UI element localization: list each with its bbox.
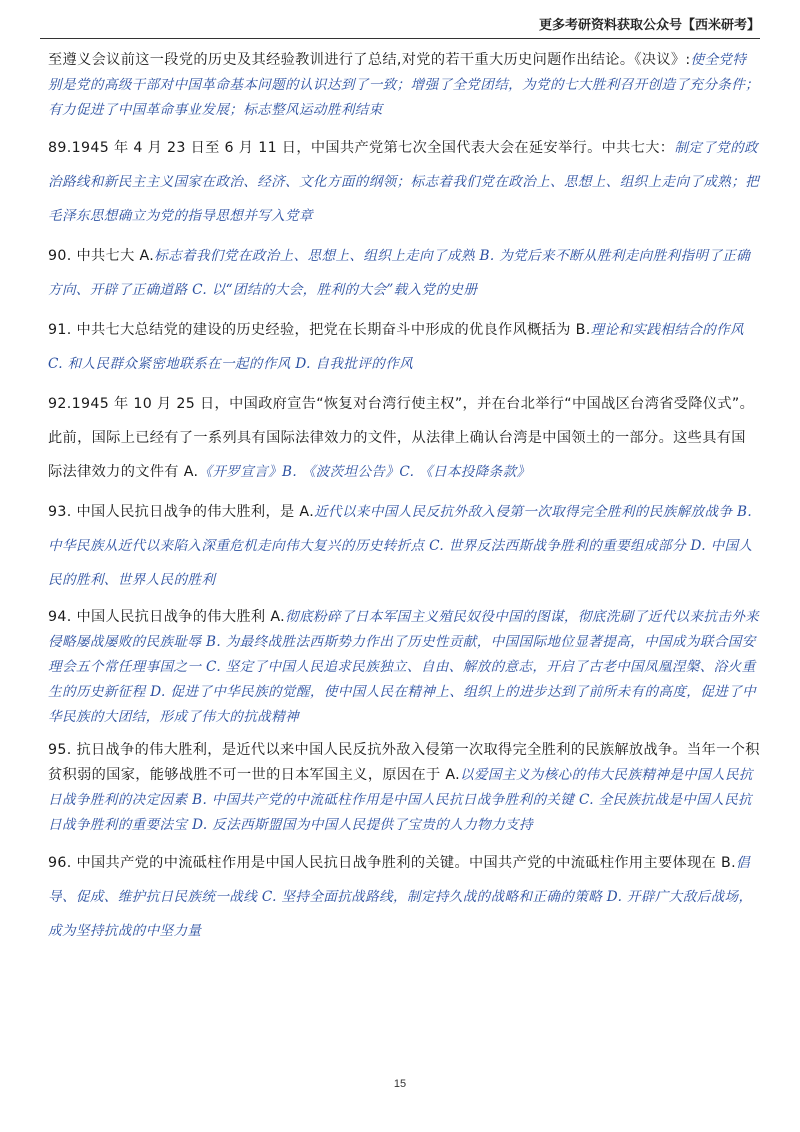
- answer-text: 制定了党的政治路线和新民主主义国家在政治、经济、文化方面的纲领；标志着我们党在政治上、思想上、组织上走向了成熟；把毛泽东思想确立为党的指导思想并写入党章: [48, 140, 760, 224]
- answer-text: 近代以来中国人民反抗外敌入侵第一次取得完全胜利的民族解放战争 B. 中华民族从近代以来陷入深重危机走向伟大复兴的历史转折点 C. 世界反法西斯战争胜利的重要组成部分 D. 中国人民的胜利、世界人民的胜利: [48, 504, 753, 588]
- paragraph-q92: [48, 387, 760, 489]
- question-text: 93. 中国人民抗日战争的伟大胜利，是 A.: [48, 504, 315, 520]
- header-text: 更多考研资料获取公众号【西米研考】: [538, 18, 760, 33]
- question-text: 92.1945 年 10 月 25 日，中国政府宣告“恢复对台湾行使主权”，并在台北举行“中国战区台湾省受降仪式”。此前，国际上已经有了一系列具有国际法律效力的文件，从法律上确认台湾是中国领土的一部分。这些具有国际法律效力的文件有 A.: [48, 396, 755, 480]
- paragraph-q93: [48, 495, 760, 597]
- answer-text: 使全党特别是党的高级干部对中国革命基本问题的认识达到了一致；增强了全党团结，为党的七大胜利召开创造了充分条件；有力促进了中国革命事业发展；标志整风运动胜利结束: [48, 52, 760, 118]
- answer-text: 以爱国主义为核心的伟大民族精神是中国人民抗日战争胜利的决定因素 B. 中国共产党的中流砥柱作用是中国人民抗日战争胜利的关键 C. 全民族抗战是中国人民抗日战争胜利的重要法宝 D. 反法西斯盟国为中国人民提供了宝贵的人力物力支持: [48, 767, 753, 833]
- question-text: 91. 中共七大总结党的建设的历史经验，把党在长期奋斗中形成的优良作风概括为 B.: [48, 322, 591, 338]
- paragraph-q89: [48, 131, 760, 233]
- question-text: 至遵义会议前这一段党的历史及其经验教训进行了总结,对党的若干重大历史问题作出结论。《决议》:: [48, 52, 691, 68]
- answer-text: 彻底粉碎了日本军国主义殖民奴役中国的图谋，彻底洗刷了近代以来抗击外来侵略屡战屡败的民族耻辱 B. 为最终战胜法西斯势力作出了历史性贡献，中国国际地位显著提高，中国成为联合国安理会五个常任理事国之一 C. 坚定了中国人民追求民族独立、自由、解放的意志，开启了古老中国凤凰涅槃、浴火重生的历史新征程 D. 促进了中华民族的觉醒，使中国人民在精神上、组织上的进步达到了前所未有的高度，促进了中华民族的大团结，形成了伟大的抗战精神: [48, 609, 760, 725]
- document-body: [48, 48, 760, 948]
- paragraph-q90: [48, 239, 760, 307]
- answer-text: 倡导、促成、维护抗日民族统一战线 C. 坚持全面抗战路线，制定持久战的战略和正确的策略 D. 开辟广大敌后战场，成为坚持抗战的中坚力量: [48, 855, 753, 939]
- answer-text: 理论和实践相结合的作风 C. 和人民群众紧密地联系在一起的作风 D. 自我批评的作风: [48, 322, 744, 372]
- page-number: 15: [393, 1078, 407, 1090]
- answer-text: 标志着我们党在政治上、思想上、组织上走向了成熟 B. 为党后来不断从胜利走向胜利指明了正确方向、开辟了正确道路 C. 以“团结的大会，胜利的大会”载入党的史册: [48, 248, 751, 298]
- question-text: 90. 中共七大 A.: [48, 248, 155, 264]
- question-text: 95. 抗日战争的伟大胜利，是近代以来中国人民反抗外敌入侵第一次取得完全胜利的民族解放战争。当年一个积贫积弱的国家，能够战胜不可一世的日本军国主义，原因在于 A.: [48, 742, 760, 783]
- paragraph-q96: [48, 846, 760, 948]
- paragraph-zunyi-resolution: [48, 48, 760, 123]
- paragraph-q95: [48, 738, 760, 838]
- paragraph-q94: [48, 605, 760, 730]
- question-text: 96. 中国共产党的中流砥柱作用是中国人民抗日战争胜利的关键。中国共产党的中流砥柱作用主要体现在 B.: [48, 855, 736, 871]
- header-divider: [40, 38, 760, 39]
- answer-text: 《开罗宣言》B. 《波茨坦公告》C. 《日本投降条款》: [198, 464, 531, 480]
- question-text: 89.1945 年 4 月 23 日至 6 月 11 日，中国共产党第七次全国代表大会在延安举行。中共七大：: [48, 140, 675, 156]
- paragraph-q91: [48, 313, 760, 381]
- question-text: 94. 中国人民抗日战争的伟大胜利 A.: [48, 609, 285, 625]
